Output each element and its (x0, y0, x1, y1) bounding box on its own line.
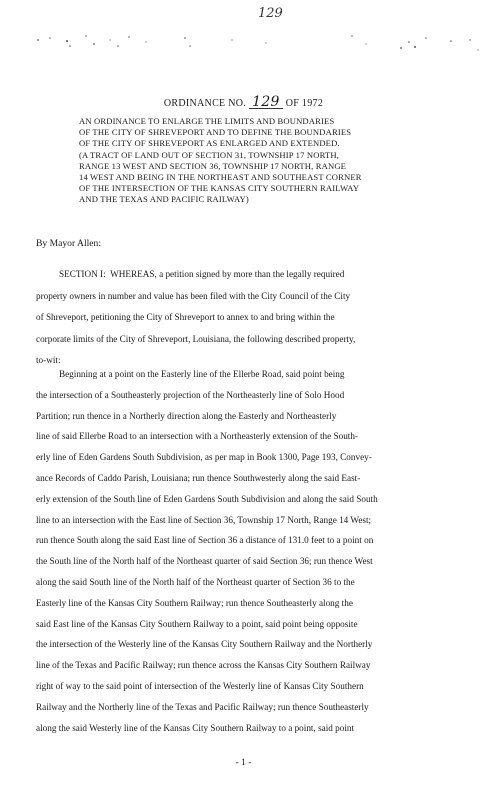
text-line: the South line of the North half of the Northeast quarter of said Section 36; run thence West (36, 556, 373, 567)
caption-line: OF THE INTERSECTION OF THE KANSAS CITY SOUTHERN RAILWAY (79, 183, 360, 194)
text-line: ance Records of Caddo Parish, Louisiana; run thence Southwesterly along the said East- (36, 472, 361, 483)
ordinance-title-suffix: OF 1972 (285, 98, 324, 109)
author-line: By Mayor Allen: (36, 238, 102, 249)
caption-line: (A TRACT OF LAND OUT OF SECTION 31, TOWNSHIP 17 NORTH, (79, 149, 340, 160)
caption-line: AN ORDINANCE TO ENLARGE THE LIMITS AND BOUNDARIES (79, 116, 335, 126)
ordinance-title-prefix: ORDINANCE NO. (163, 98, 247, 109)
page-number: - 1 - (235, 758, 252, 768)
caption-line: RANGE 13 WEST AND SECTION 36, TOWNSHIP 17 NORTH, RANGE (79, 160, 347, 171)
text-line: erly line of Eden Gardens South Subdivision, as per map in Book 1300, Page 193, Convey- (36, 452, 372, 463)
text-line: of Shreveport, petitioning the City of Shreveport to annex to and bring within the (36, 312, 335, 323)
text-line: property owners in number and value has been filed with the City Council of the City (36, 290, 351, 301)
section-one-paragraph (36, 264, 482, 372)
caption-line: 14 WEST AND BEING IN THE NORTHEAST AND SOUTHEAST CORNER (79, 172, 362, 183)
caption-line: OF THE CITY OF SHREVEPORT AND TO DEFINE THE BOUNDARIES (79, 127, 352, 138)
text-line: erly extension of the South line of Eden Gardens South Subdivision and along the said South (36, 493, 378, 504)
caption-line: OF THE CITY OF SHREVEPORT AS ENLARGED AND EXTENDED. (79, 138, 340, 149)
text-line: line to an intersection with the East line of Section 36, Township 17 North, Range 14 West; (36, 514, 372, 525)
text-line: along the said Westerly line of the Kansas City Southern Railway to a point, said point (36, 722, 355, 733)
handwritten-page-number: 129 (258, 6, 283, 21)
text-line: the intersection of the Westerly line of the Kansas City Southern Railway and the Northerly (36, 639, 373, 650)
ordinance-number: 129 (249, 96, 283, 109)
text-line: corporate limits of the City of Shreveport, Louisiana, the following described property, (36, 333, 356, 344)
text-line: said East line of the Kansas City Southern Railway to a point, said point being opposite (36, 618, 358, 629)
caption-line: AND THE TEXAS AND PACIFIC RAILWAY) (79, 194, 249, 205)
text-line: line of the Texas and Pacific Railway; run thence across the Kansas City Southern Railway (36, 660, 371, 671)
scan-specks (0, 0, 487, 70)
text-line: run thence South along the said East line of Section 36 a distance of 131.0 feet to a point on (36, 535, 374, 546)
text-line: the intersection of a Southeasterly projection of the Northeasterly line of Solo Hood (36, 389, 345, 400)
property-description-paragraph (36, 364, 482, 738)
text-line: along the said South line of the North half of the Northeast quarter of Section 36 to the (36, 576, 355, 587)
text-line: SECTION I: WHEREAS, a petition signed by more than the legally required (36, 269, 345, 279)
text-line: Beginning at a point on the Easterly line of the Ellerbe Road, said point being (36, 369, 345, 379)
ordinance-title (0, 96, 487, 109)
text-line: Easterly line of the Kansas City Southern Railway; run thence Southeasterly along the (36, 597, 353, 608)
text-line: Railway and the Northerly line of the Texas and Pacific Railway; run thence Southeasterly (36, 701, 369, 712)
ordinance-caption (79, 116, 479, 206)
text-line: line of said Ellerbe Road to an intersection with a Northeasterly extension of the South- (36, 431, 358, 442)
text-line: Partition; run thence in a Northerly direction along the Easterly and Northeasterly (36, 410, 337, 421)
text-line: right of way to the said point of intersection of the Westerly line of Kansas City Southern (36, 680, 364, 691)
text-line: to-wit: (36, 355, 61, 366)
